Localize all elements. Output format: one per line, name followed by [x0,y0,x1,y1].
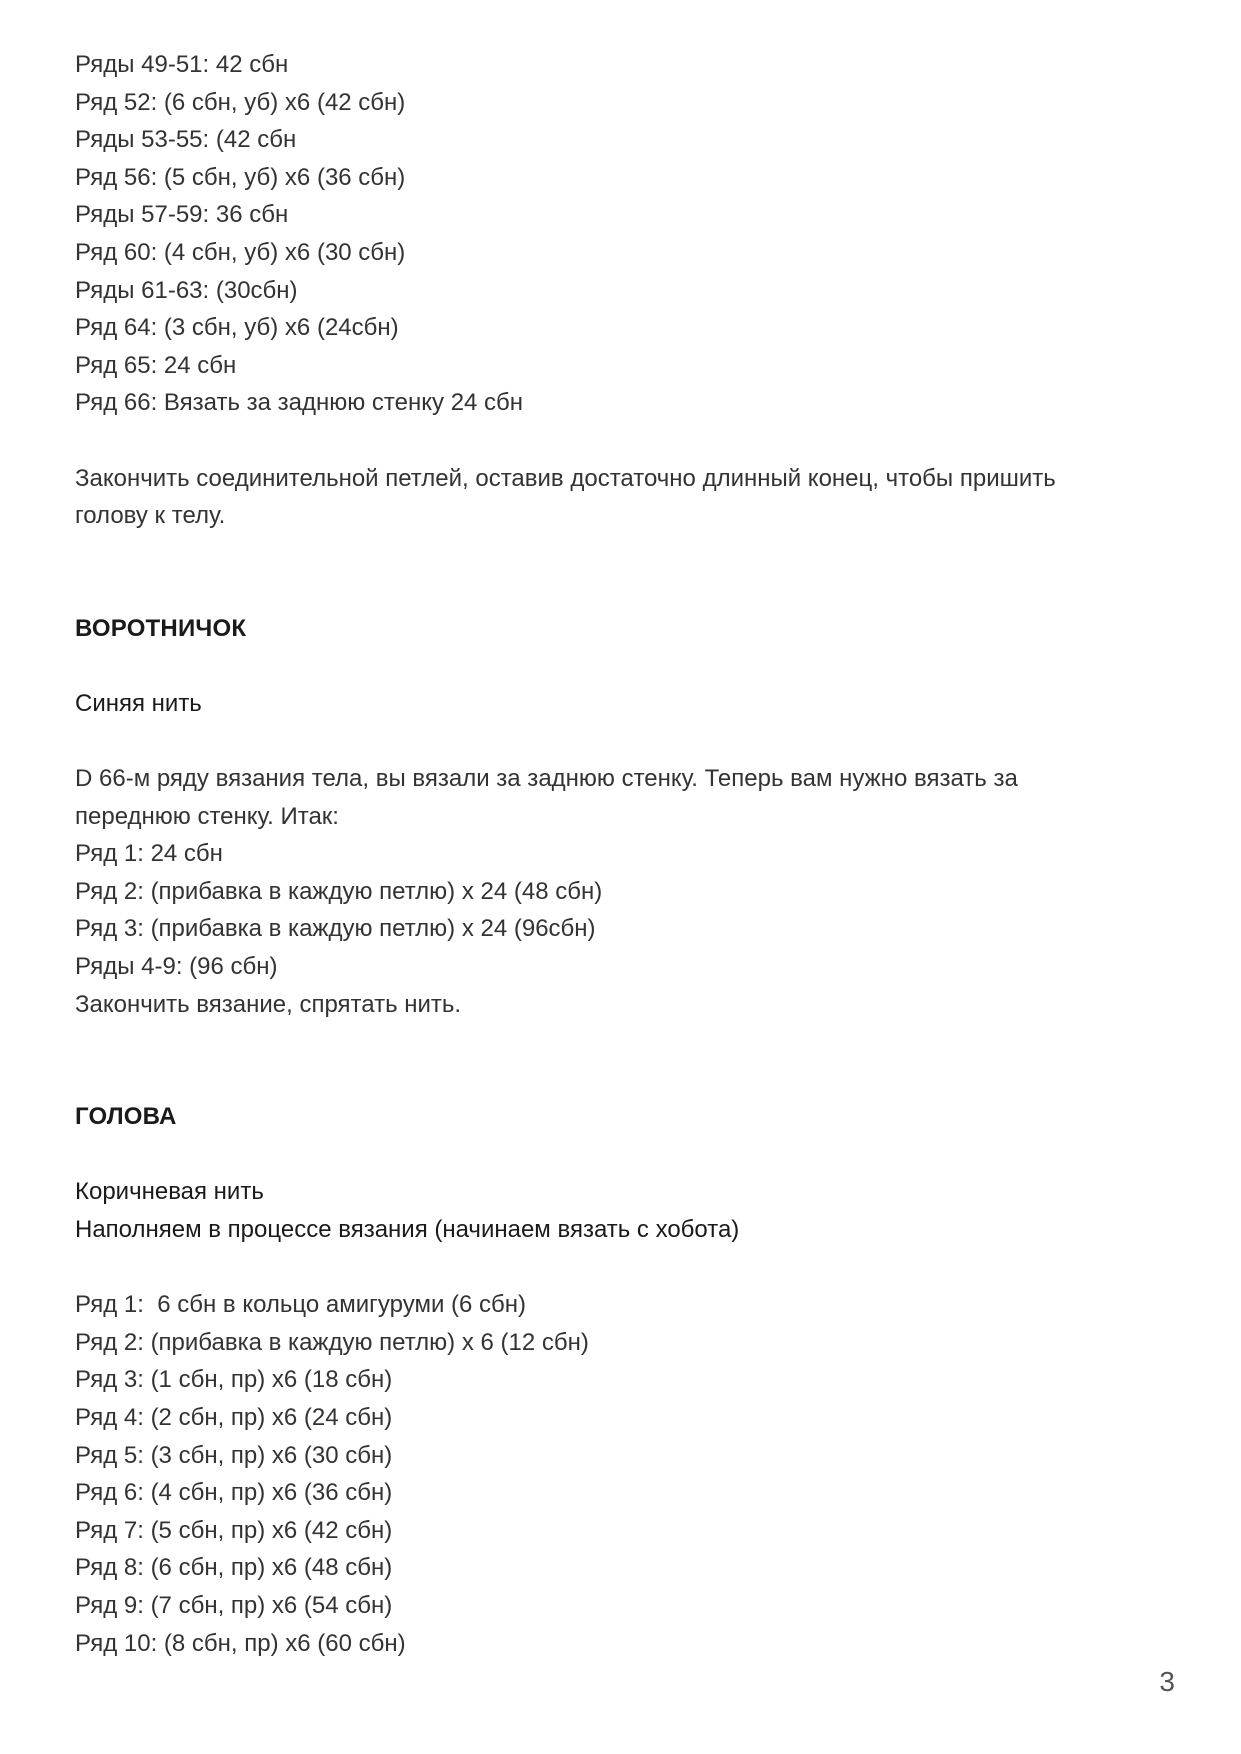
list-item: Ряд 1: 6 сбн в кольцо амигуруми (6 сбн) [75,1291,527,1319]
body-finish-paragraph [75,460,1175,535]
collar-intro [75,760,1175,835]
list-item: Закончить вязание, спрятать нить. [75,990,462,1018]
list-item: Ряд 52: (6 сбн, уб) х6 (42 сбн) [75,88,406,116]
spacer [75,1023,1175,1098]
list-item: Ряд 3: (прибавка в каждую петлю) х 24 (96сбн) [75,915,596,943]
list-item: Ряд 60: (4 сбн, уб) х6 (30 сбн) [75,238,406,266]
paragraph-line: Закончить соединительной петлей, оставив достаточно длинный конец, чтобы пришить [75,464,1056,492]
list-item: Ряд 65: 24 сбн [75,351,237,379]
spacer [75,422,1175,460]
paragraph-line: голову к телу. [75,502,226,530]
list-item: Ряды 49-51: 42 сбн [75,51,289,78]
list-item: Ряд 64: (3 сбн, уб) х6 (24сбн) [75,314,399,342]
head-yarn: Коричневая нить [75,1178,264,1206]
spacer [75,1249,1175,1287]
list-item: Ряд 4: (2 сбн, пр) х6 (24 сбн) [75,1404,393,1431]
list-item: Ряд 6: (4 сбн, пр) х6 (36 сбн) [75,1479,393,1507]
spacer [75,723,1175,761]
list-item: Ряд 9: (7 сбн, пр) х6 (54 сбн) [75,1591,393,1619]
collar-heading: ВОРОТНИЧОК [75,614,247,642]
list-item: Ряды 61-63: (30сбн) [75,276,298,304]
document-page [75,46,1175,1662]
head-heading: ГОЛОВА [75,1103,177,1131]
list-item: Ряд 10: (8 сбн, пр) х6 (60 сбн) [75,1629,406,1657]
paragraph-line: D 66-м ряду вязания тела, вы вязали за заднюю стенку. Теперь вам нужно вязать за [75,765,1018,793]
list-item: Ряд 2: (прибавка в каждую петлю) х 24 (48 сбн) [75,877,603,905]
list-item: Ряды 53-55: (42 сбн [75,126,297,154]
list-item: Ряд 66: Вязать за заднюю стенку 24 сбн [75,389,524,417]
body-rows-list [75,46,1175,422]
collar-rows-list [75,835,1175,1023]
head-note: Наполняем в процессе вязания (начинаем вязать с хобота) [75,1216,740,1244]
list-item: Ряд 7: (5 сбн, пр) х6 (42 сбн) [75,1516,393,1544]
paragraph-line: переднюю стенку. Итак: [75,802,339,830]
head-rows-list [75,1286,1175,1662]
spacer [75,647,1175,685]
list-item: Ряды 57-59: 36 сбн [75,201,289,229]
spacer [75,1136,1175,1174]
list-item: Ряд 3: (1 сбн, пр) х6 (18 сбн) [75,1366,393,1394]
page-number: 3 [1159,1666,1175,1697]
list-item: Ряд 1: 24 сбн [75,840,223,868]
list-item: Ряд 5: (3 сбн, пр) х6 (30 сбн) [75,1441,393,1469]
collar-yarn: Синяя нить [75,689,202,717]
list-item: Ряд 2: (прибавка в каждую петлю) х 6 (12 сбн) [75,1328,589,1356]
list-item: Ряд 8: (6 сбн, пр) х6 (48 сбн) [75,1554,393,1582]
list-item: Ряды 4-9: (96 сбн) [75,953,278,981]
list-item: Ряд 56: (5 сбн, уб) х6 (36 сбн) [75,163,406,191]
spacer [75,535,1175,610]
